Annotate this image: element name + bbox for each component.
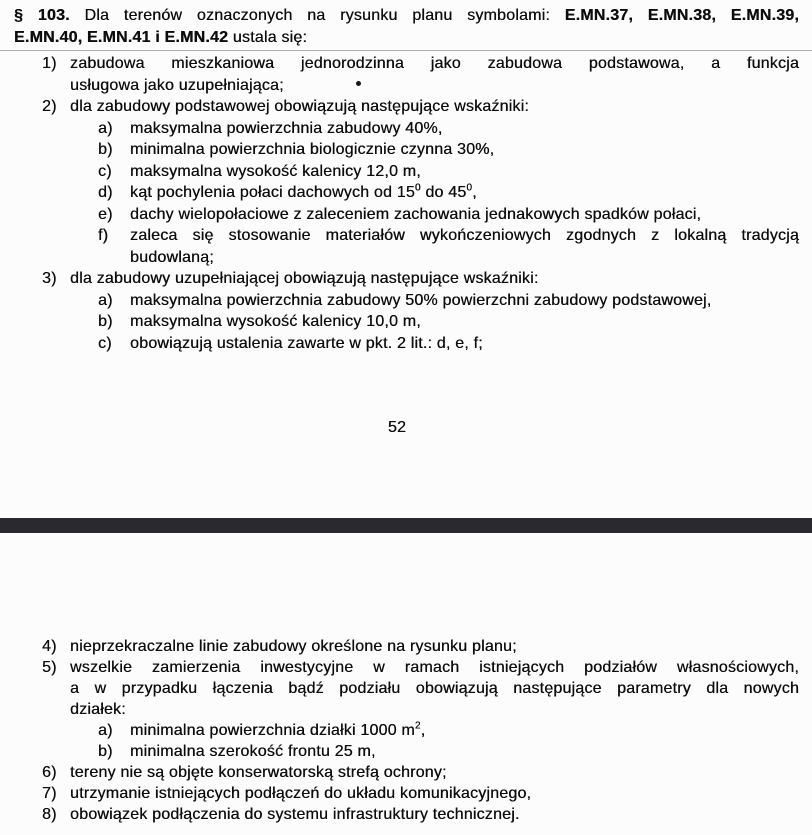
plan-symbols-part1: E.MN.37, E.MN.38, E.MN.39, <box>564 7 800 24</box>
item-text: nieprzekraczalne linie zabudowy określone na rysunku planu; <box>70 638 517 655</box>
list-item-2 <box>42 96 799 118</box>
item-text: utrzymanie istniejących podłączeń do układu komunikacyjnego, <box>70 785 532 802</box>
list-item-3 <box>42 268 799 290</box>
item-text: dla zabudowy uzupełniającej obowiązują następujące wskaźniki: <box>70 270 539 287</box>
item-text: obowiązek podłączenia do systemu infrastruktury technicznej. <box>70 806 520 823</box>
list-item-4 <box>42 636 799 657</box>
sub-item-5b <box>42 741 799 762</box>
sub-item-2f <box>42 225 799 268</box>
list-item-7 <box>42 783 799 804</box>
item-text: maksymalna wysokość kalenicy 12,0 m, <box>130 162 421 180</box>
section-number: § 103. <box>14 7 70 24</box>
sub-item-2b <box>42 139 799 161</box>
square-meter-superscript: 2 <box>414 720 421 732</box>
item-text: zabudowa mieszkaniowa jednorodzinna jako zabudowa podstawowa, a funkcja usługowa jako uzupełniająca; <box>70 55 799 94</box>
item-text: obowiązują ustalenia zawarte w pkt. 2 lit.: d, e, f; <box>130 334 483 352</box>
list-item-6 <box>42 762 799 783</box>
item-letter: c) <box>98 334 112 352</box>
item-text: maksymalna powierzchnia zabudowy 50% powierzchni zabudowy podstawowej, <box>130 291 712 309</box>
list-item-1 <box>42 53 799 96</box>
sub-item-3a <box>42 290 799 312</box>
sub-item-2d <box>42 182 799 204</box>
sub-item-2c <box>42 161 799 183</box>
sub-item-3b <box>42 311 799 333</box>
item-letter: a) <box>98 722 113 739</box>
plan-symbols-part2: E.MN.40, E.MN.41 i E.MN.42 <box>14 28 229 46</box>
heading-underline-rule <box>0 50 812 51</box>
item-text: dachy wielopołaciowe z zaleceniem zachowania jednakowych spadków połaci, <box>130 205 702 223</box>
item-text: minimalna powierzchnia biologicznie czynna 30%, <box>130 141 495 158</box>
degree-superscript: 0 <box>414 182 421 194</box>
item-letter: a) <box>98 119 113 137</box>
item-number: 1) <box>42 55 57 72</box>
item-number: 2) <box>42 98 57 115</box>
item-text: maksymalna wysokość kalenicy 10,0 m, <box>130 313 421 330</box>
heading-text-2: ustala się: <box>228 28 308 46</box>
heading-line-2 <box>14 27 799 49</box>
item-letter: a) <box>98 291 113 309</box>
page-separator-bar <box>0 518 812 533</box>
sub-item-5a <box>42 720 799 741</box>
item-number: 4) <box>42 638 57 655</box>
item-number: 6) <box>42 764 57 781</box>
item-text: zaleca się stosowanie materiałów wykończeniowych zgodnych z lokalną tradycją budowlaną; <box>130 227 799 266</box>
degree-superscript: 0 <box>466 182 473 194</box>
item-letter: e) <box>98 205 113 223</box>
bottom-list <box>42 636 799 825</box>
item-text: minimalna szerokość frontu 25 m, <box>130 743 376 760</box>
item-letter: d) <box>98 184 113 201</box>
top-list <box>42 53 799 354</box>
item-letter: c) <box>98 162 112 180</box>
item-letter: b) <box>98 313 113 330</box>
sub-item-2a <box>42 118 799 140</box>
list-item-8 <box>42 804 799 825</box>
item-letter: f) <box>98 227 109 244</box>
item-text: minimalna powierzchnia działki 1000 $m^2$, <box>130 720 426 739</box>
page-number: 52 <box>387 419 407 436</box>
item-text: kąt pochylenia połaci dachowych od $15^0$ do $45^0$, <box>130 182 477 201</box>
item-number: 5) <box>42 659 57 676</box>
heading-line-1 <box>14 5 799 27</box>
section-heading <box>14 5 799 48</box>
item-letter: b) <box>98 743 113 760</box>
item-text: dla zabudowy podstawowej obowiązują następujące wskaźniki: <box>70 98 529 115</box>
item-text: tereny nie są objęte konserwatorską strefą ochrony; <box>70 764 447 781</box>
sub-item-2e <box>42 204 799 226</box>
item-number: 8) <box>42 806 57 823</box>
item-number: 3) <box>42 270 57 287</box>
list-item-5 <box>42 657 799 720</box>
item-text: wszelkie zamierzenia inwestycyjne w ramach istniejących podziałów własnościowych, a w przypadku łączenia bądź podziału obowiązują następujące parametry dla nowych działek: <box>70 659 799 718</box>
heading-text: Dla terenów oznaczonych na rysunku planu symbolami: <box>69 7 565 24</box>
item-text: maksymalna powierzchnia zabudowy 40%, <box>130 119 443 137</box>
item-letter: b) <box>98 141 113 158</box>
item-number: 7) <box>42 785 57 802</box>
sub-item-3c <box>42 333 799 355</box>
scan-artifact-dot <box>356 81 361 86</box>
